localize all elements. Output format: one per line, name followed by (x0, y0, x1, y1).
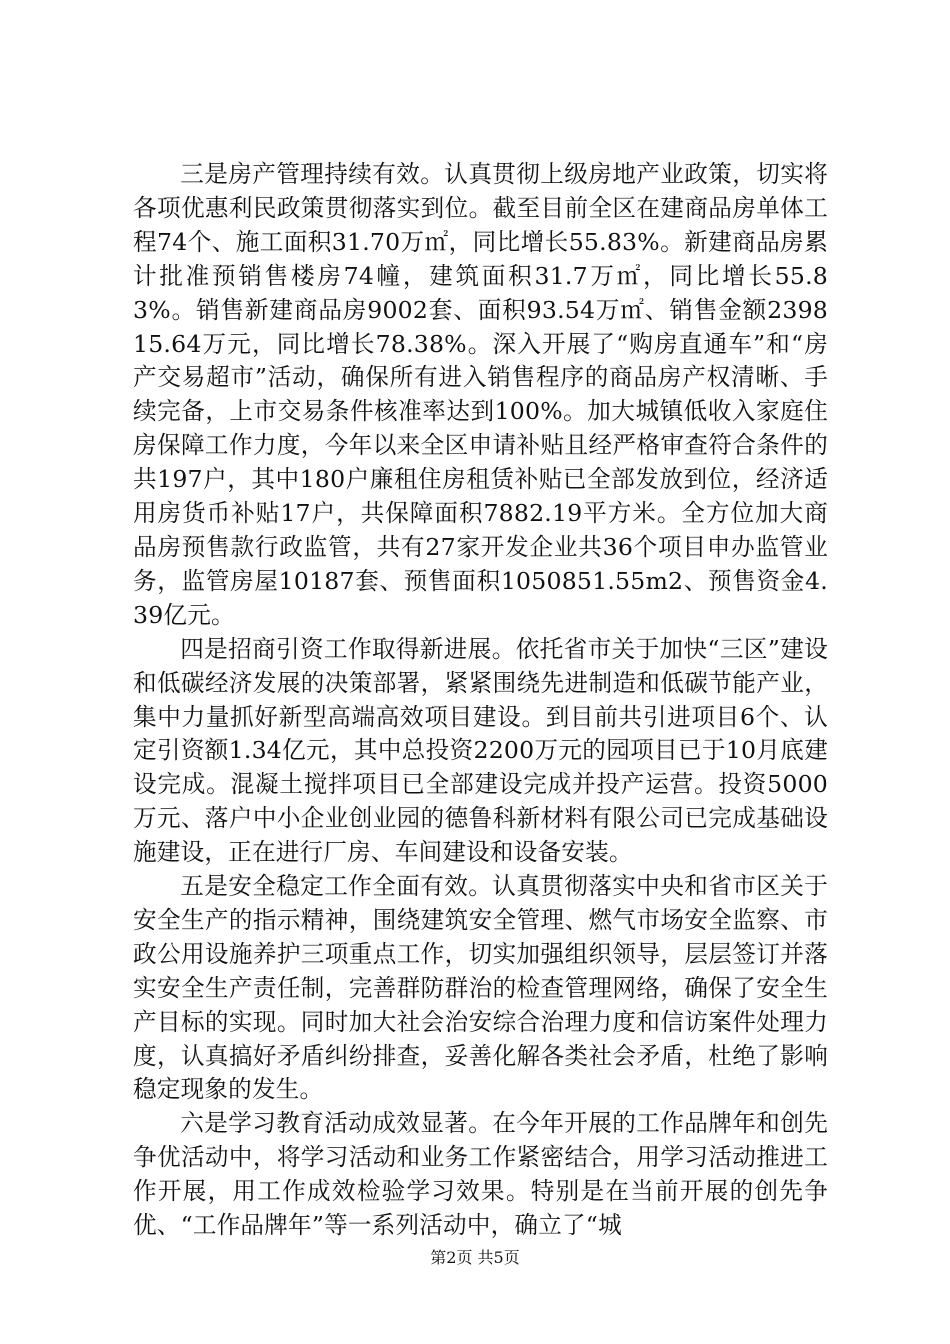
paragraph-housing-management: 三是房产管理持续有效。认真贯彻上级房地产业政策，切实将各项优惠利民政策贯彻落实到位。截至目前全区在建商品房单体工程74个、施工面积31.70万㎡，同比增长55.83%。新建商品房累计批准预销售楼房74幢，建筑面积31.7万㎡，同比增长55.83%。销售新建商品房9002套、面积93.54万㎡、销售金额239815.64万元，同比增长78.38%。深入开展了“购房直通车”和“房产交易超市”活动，确保所有进入销售程序的商品房产权清晰、手续完备，上市交易条件核准率达到100%。加大城镇低收入家庭住房保障工作力度，今年以来全区申请补贴且经严格审查符合条件的共197户，其中180户廉租住房租赁补贴已全部发放到位，经济适用房货币补贴17户，共保障面积7882.19平方米。全方位加大商品房预售款行政监管，共有27家开发企业共36个项目申办监管业务，监管房屋10187套、预售面积1050851.55m2、预售资金4.39亿元。 (133, 160, 828, 629)
page-number-label: 第2页 共5页 (430, 1248, 520, 1267)
paragraph-learning-education: 六是学习教育活动成效显著。在今年开展的工作品牌年和创先争优活动中，将学习活动和业务工作紧密结合，用学习活动推进工作开展，用工作成效检验学习效果。特别是在当前开展的创先争优、“工作品牌年”等一系列活动中，确立了“城 (133, 1109, 828, 1240)
document-body (133, 158, 828, 1243)
paragraph-safety-stability: 五是安全稳定工作全面有效。认真贯彻落实中央和省市区关于安全生产的指示精神，围绕建筑安全管理、燃气市场安全监察、市政公用设施养护三项重点工作，切实加强组织领导，层层签订并落实安全生产责任制，完善群防群治的检查管理网络，确保了安全生产目标的实现。同时加大社会治安综合治理力度和信访案件处理力度，认真搞好矛盾纠纷排查，妥善化解各类社会矛盾，杜绝了影响稳定现象的发生。 (133, 872, 828, 1104)
paragraph-investment-attraction: 四是招商引资工作取得新进展。依托省市关于加快“三区”建设和低碳经济发展的决策部署，紧紧围绕先进制造和低碳节能产业，集中力量抓好新型高端高效项目建设。到目前共引进项目6个、认定引资额1.34亿元，其中总投资2200万元的园项目已于10月底建设完成。混凝土搅拌项目已全部建设完成并投产运营。投资5000万元、落户中小企业创业园的德鲁科新材料有限公司已完成基础设施建设，正在进行厂房、车间建设和设备安装。 (133, 634, 828, 867)
page-footer (0, 1248, 950, 1268)
